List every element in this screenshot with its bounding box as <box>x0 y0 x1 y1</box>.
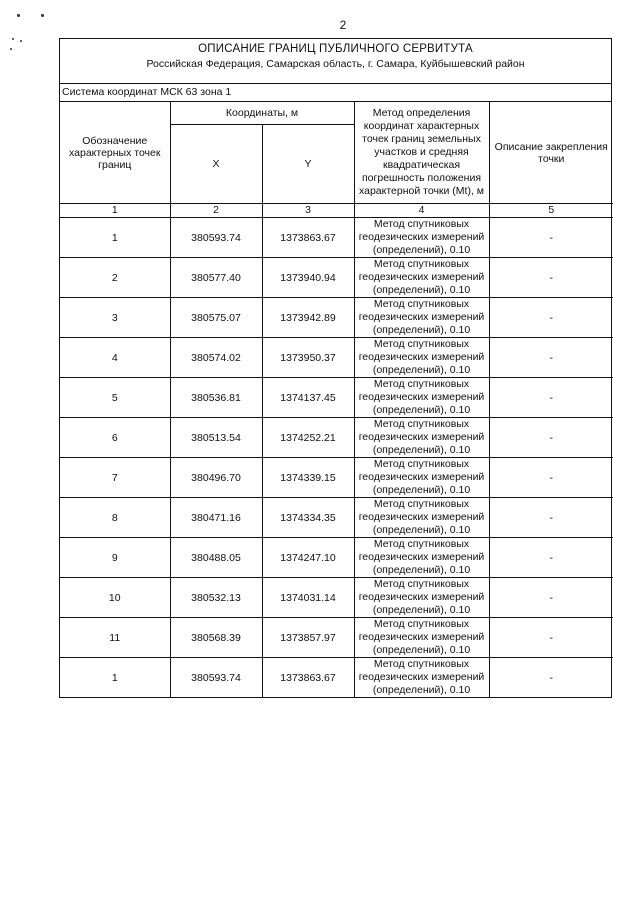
point-cell: 7 <box>60 458 170 498</box>
method-cell: Метод спутниковых геодезических измерений (определений), 0.10 <box>354 418 489 458</box>
header-y: Y <box>262 125 354 204</box>
y-coordinate-cell: 1374334.35 <box>262 498 354 538</box>
column-number: 3 <box>262 204 354 218</box>
fixing-cell: - <box>489 258 613 298</box>
point-cell: 5 <box>60 378 170 418</box>
fixing-cell: - <box>489 298 613 338</box>
title-block <box>60 39 611 84</box>
x-coordinate-cell: 380488.05 <box>170 538 262 578</box>
method-cell: Метод спутниковых геодезических измерений (определений), 0.10 <box>354 298 489 338</box>
y-coordinate-cell: 1374247.10 <box>262 538 354 578</box>
fixing-cell: - <box>489 578 613 618</box>
servitude-boundary-document <box>59 38 612 698</box>
table-row <box>60 258 613 298</box>
point-cell: 3 <box>60 298 170 338</box>
scan-speck <box>17 14 20 17</box>
method-cell: Метод спутниковых геодезических измерений (определений), 0.10 <box>354 258 489 298</box>
fixing-cell: - <box>489 418 613 458</box>
point-cell: 6 <box>60 418 170 458</box>
table-row <box>60 218 613 258</box>
fixing-cell: - <box>489 378 613 418</box>
table-row <box>60 578 613 618</box>
header-point-designation: Обозначение характерных точек границ <box>60 102 170 204</box>
table-row <box>60 618 613 658</box>
table-row <box>60 338 613 378</box>
fixing-cell: - <box>489 218 613 258</box>
x-coordinate-cell: 380471.16 <box>170 498 262 538</box>
x-coordinate-cell: 380568.39 <box>170 618 262 658</box>
y-coordinate-cell: 1373863.67 <box>262 658 354 698</box>
column-number: 5 <box>489 204 613 218</box>
y-coordinate-cell: 1374137.45 <box>262 378 354 418</box>
page-number: 2 <box>339 18 347 32</box>
x-coordinate-cell: 380593.74 <box>170 658 262 698</box>
method-cell: Метод спутниковых геодезических измерений (определений), 0.10 <box>354 658 489 698</box>
method-cell: Метод спутниковых геодезических измерений (определений), 0.10 <box>354 538 489 578</box>
column-number: 1 <box>60 204 170 218</box>
method-cell: Метод спутниковых геодезических измерений (определений), 0.10 <box>354 618 489 658</box>
x-coordinate-cell: 380532.13 <box>170 578 262 618</box>
point-cell: 1 <box>60 218 170 258</box>
point-cell: 1 <box>60 658 170 698</box>
x-coordinate-cell: 380496.70 <box>170 458 262 498</box>
y-coordinate-cell: 1374252.21 <box>262 418 354 458</box>
document-title: ОПИСАНИЕ ГРАНИЦ ПУБЛИЧНОГО СЕРВИТУТА <box>198 43 473 55</box>
x-coordinate-cell: 380513.54 <box>170 418 262 458</box>
method-cell: Метод спутниковых геодезических измерений (определений), 0.10 <box>354 338 489 378</box>
x-coordinate-cell: 380536.81 <box>170 378 262 418</box>
scan-speck <box>20 40 22 42</box>
x-coordinate-cell: 380593.74 <box>170 218 262 258</box>
scan-speck <box>10 48 12 50</box>
method-cell: Метод спутниковых геодезических измерений (определений), 0.10 <box>354 378 489 418</box>
column-number: 2 <box>170 204 262 218</box>
coordinate-system: Система координат МСК 63 зона 1 <box>60 84 611 102</box>
table-row <box>60 498 613 538</box>
fixing-cell: - <box>489 538 613 578</box>
table-row <box>60 458 613 498</box>
point-cell: 8 <box>60 498 170 538</box>
scan-speck <box>12 38 14 40</box>
x-coordinate-cell: 380574.02 <box>170 338 262 378</box>
point-cell: 4 <box>60 338 170 378</box>
header-fixing: Описание закрепления точки <box>489 102 613 204</box>
y-coordinate-cell: 1374339.15 <box>262 458 354 498</box>
point-cell: 2 <box>60 258 170 298</box>
method-cell: Метод спутниковых геодезических измерений (определений), 0.10 <box>354 458 489 498</box>
fixing-cell: - <box>489 498 613 538</box>
x-coordinate-cell: 380577.40 <box>170 258 262 298</box>
point-cell: 10 <box>60 578 170 618</box>
method-cell: Метод спутниковых геодезических измерений (определений), 0.10 <box>354 218 489 258</box>
boundary-points-table <box>60 102 613 697</box>
fixing-cell: - <box>489 338 613 378</box>
y-coordinate-cell: 1374031.14 <box>262 578 354 618</box>
header-row <box>60 102 613 125</box>
point-cell: 11 <box>60 618 170 658</box>
fixing-cell: - <box>489 458 613 498</box>
method-cell: Метод спутниковых геодезических измерений (определений), 0.10 <box>354 498 489 538</box>
column-number-row <box>60 204 613 218</box>
table-row <box>60 418 613 458</box>
method-cell: Метод спутниковых геодезических измерений (определений), 0.10 <box>354 578 489 618</box>
fixing-cell: - <box>489 658 613 698</box>
table-row <box>60 658 613 698</box>
table-row <box>60 538 613 578</box>
table-body <box>60 218 613 698</box>
document-subtitle: Российская Федерация, Самарская область, г. Самара, Куйбышевский район <box>146 58 525 70</box>
x-coordinate-cell: 380575.07 <box>170 298 262 338</box>
column-number: 4 <box>354 204 489 218</box>
y-coordinate-cell: 1373942.89 <box>262 298 354 338</box>
header-coordinates: Координаты, м <box>170 102 354 125</box>
point-cell: 9 <box>60 538 170 578</box>
y-coordinate-cell: 1373950.37 <box>262 338 354 378</box>
table-row <box>60 298 613 338</box>
y-coordinate-cell: 1373857.97 <box>262 618 354 658</box>
fixing-cell: - <box>489 618 613 658</box>
y-coordinate-cell: 1373863.67 <box>262 218 354 258</box>
scan-speck <box>41 14 44 17</box>
header-method: Метод определения координат характерных точек границ земельных участков и средняя квадратическая погрешность положения характерной точки (Mt), м <box>354 102 489 204</box>
table-row <box>60 378 613 418</box>
y-coordinate-cell: 1373940.94 <box>262 258 354 298</box>
header-x: X <box>170 125 262 204</box>
